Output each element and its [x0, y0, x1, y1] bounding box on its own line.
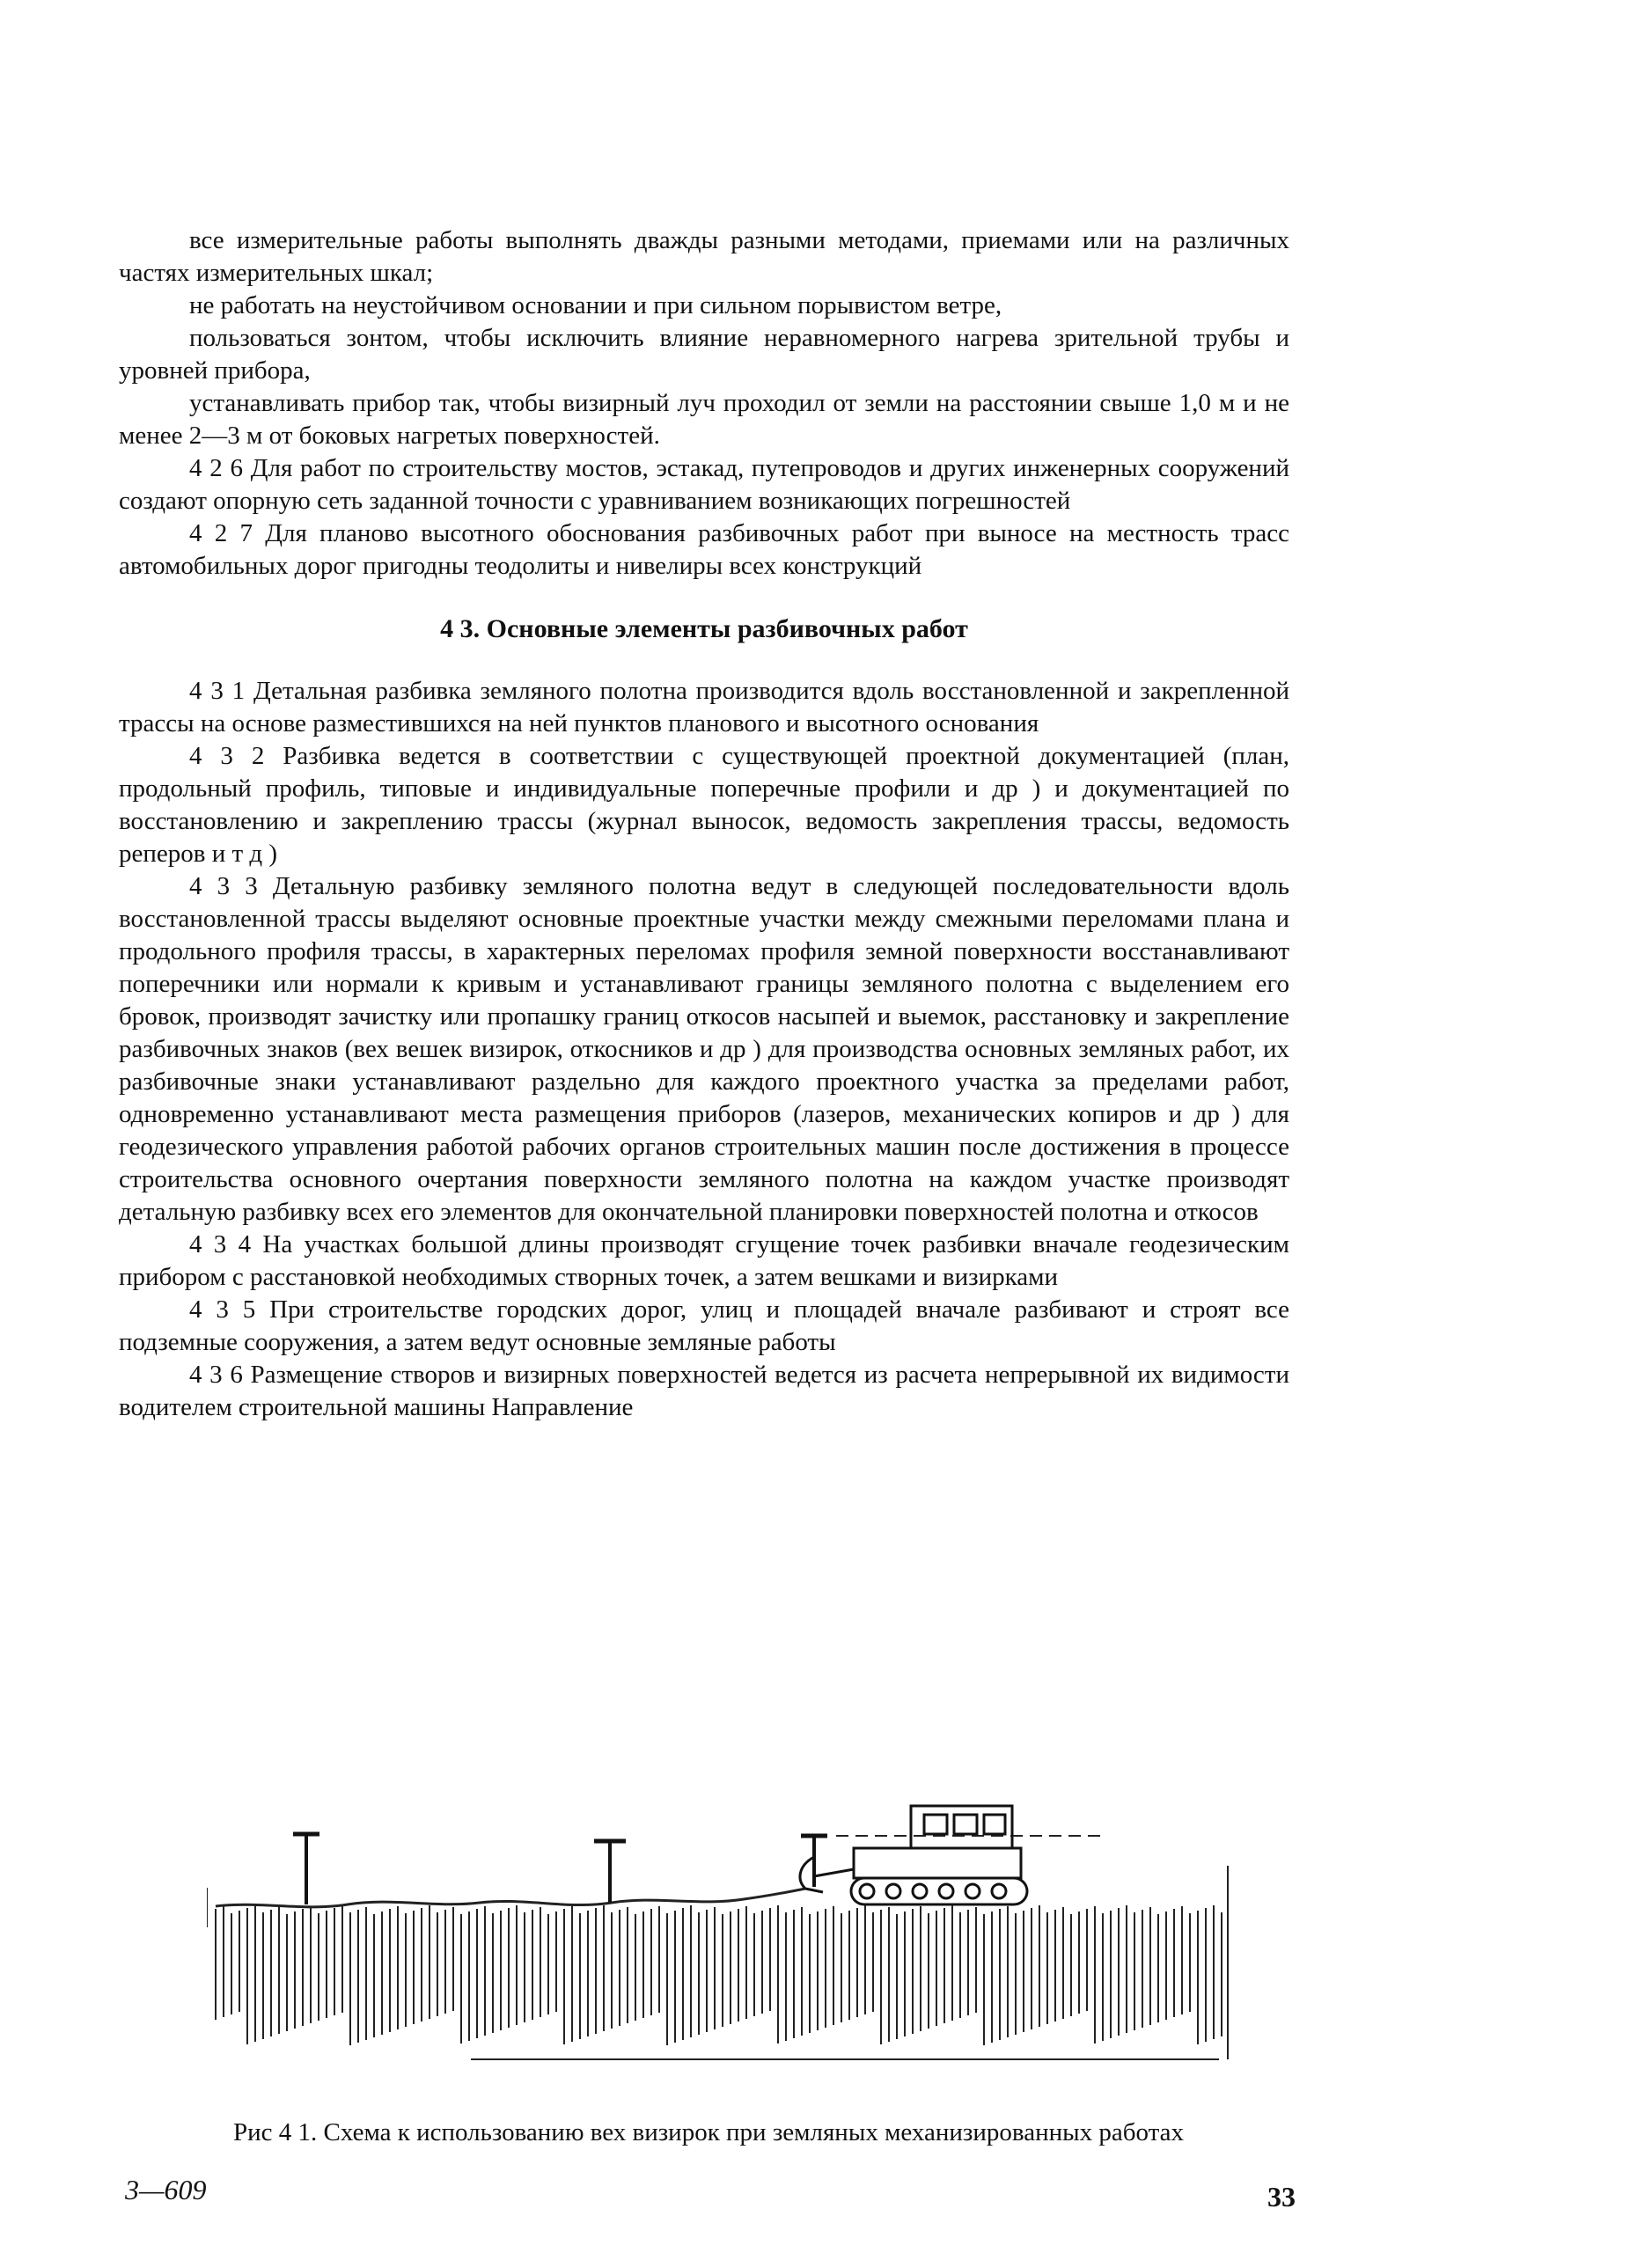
- figure-caption: Рис 4 1. Схема к использованию вех визирок при земляных механизированных работах: [232, 2118, 1185, 2146]
- sighting-rod: [801, 1836, 827, 1887]
- page-code: 3—609: [125, 2174, 207, 2205]
- paragraph: 4 2 6 Для работ по строительству мостов, эстакад, путепроводов и других инженерных сооружений создают опорную сеть заданной точности с уравниванием возникающих погрешностей: [119, 454, 1289, 515]
- bulldozer: [800, 1806, 1027, 1904]
- sighting-rod: [293, 1834, 319, 1904]
- scheme-illustration: [207, 1804, 1237, 2086]
- page-number: 33: [1267, 2181, 1296, 2212]
- paragraph: 4 3 4 На участках большой длины производят сгущение точек разбивки вначале геодезическим прибором с расстановкой необходимых створных точек, а затем вешками и визирками: [119, 1230, 1289, 1291]
- body-text-top: [119, 224, 1289, 1424]
- paragraph: 4 3 6 Размещение створов и визирных поверхностей ведется из расчета непрерывной их видимости водителем строительной машины Направление: [119, 1361, 1289, 1421]
- paragraph: 4 3 1 Детальная разбивка земляного полотна производится вдоль восстановленной и закрепленной трассы на основе разместившихся на ней пунктов планового и высотного основания: [119, 677, 1289, 737]
- paragraph: 4 3 3 Детальную разбивку земляного полотна ведут в следующей последовательности вдоль восстановленной трассы выделяют основные проектные участки между смежными переломами плана и продольного профиля трассы, в характерных переломах профиля земной поверхности восстанавливают поперечники или нормали к кривым и устанавливают границы земляного полотна с выделением его бровок, производят зачистку или пропашку границ откосов насыпей и выемок, расстановку и закрепление разбивочных знаков (вех вешек визирок, откосников и др ) для производства основных земляных работ, их разбивочные знаки устанавливают раздельно для каждого проектного участка за пределами работ, одновременно устанавливают места размещения приборов (лазеров, механических копиров и др ) для геодезического управления работой рабочих органов строительных машин после достижения в процессе строительства основного очертания поверхности земляного полотна на каждом участке производят детальную разбивку всех его элементов для окончательной планировки поверхностей полотна и откосов: [119, 872, 1289, 1226]
- paragraph: не работать на неустойчивом основании и при сильном порывистом ветре,: [189, 291, 1002, 319]
- paragraph: 4 2 7 Для планово высотного обоснования разбивочных работ при выносе на местность трасс автомобильных дорог пригодны теодолиты и нивелиры всех конструкций: [119, 519, 1289, 580]
- paragraph: устанавливать прибор так, чтобы визирный луч проходил от земли на расстоянии свыше 1,0 м и не менее 2—3 м от боковых нагретых поверхностей.: [119, 389, 1289, 450]
- paragraph: 4 3 5 При строительстве городских дорог, улиц и площадей вначале разбивают и строят все подземные сооружения, а затем ведут основные земляные работы: [119, 1295, 1289, 1356]
- paragraph: пользоваться зонтом, чтобы исключить влияние неравномерного нагрева зрительной трубы и уровней прибора,: [119, 324, 1289, 385]
- section-title: 4 3. Основные элементы разбивочных работ: [440, 614, 968, 643]
- paragraph: 4 3 2 Разбивка ведется в соответствии с существующей проектной документацией (план, продольный профиль, типовые и индивидуальные поперечные профили и др ) и документацией по восстановлению и закреплению трассы (журнал выносок, ведомость закрепления трассы, ведомость реперов и т д ): [119, 742, 1289, 868]
- sighting-rod: [594, 1841, 626, 1903]
- paragraph: все измерительные работы выполнять дважды разными методами, приемами или на различных частях измерительных шкал;: [119, 226, 1289, 287]
- figure-earthwork-scheme: [207, 1804, 1237, 2086]
